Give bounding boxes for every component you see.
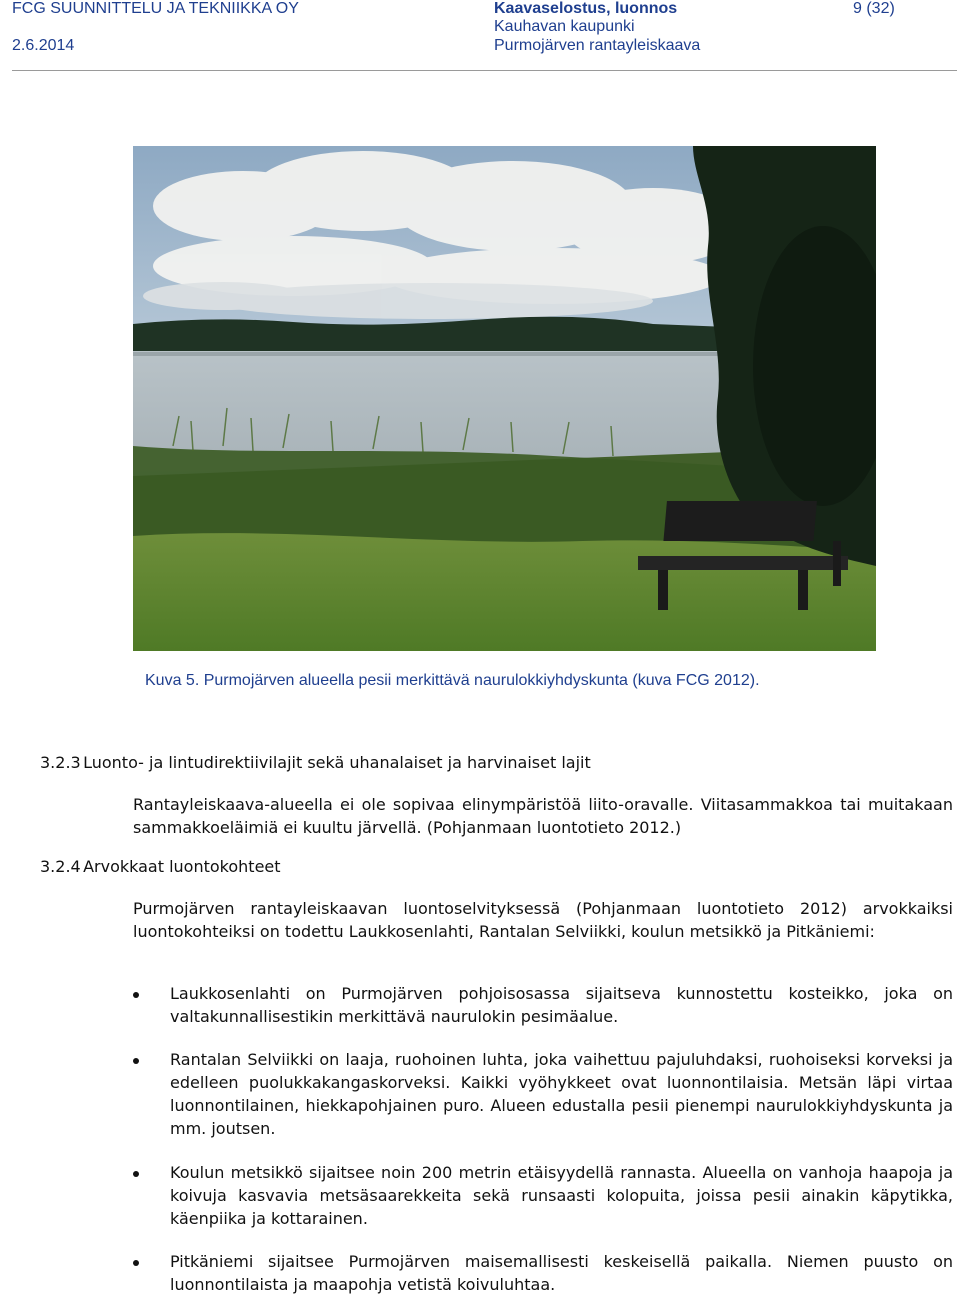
section-title: Arvokkaat luontokohteet	[83, 857, 281, 876]
list-item-text: Pitkäniemi sijaitsee Purmojärven maisemallisesti keskeisellä paikalla. Niemen puusto on luonnontilaista ja maapohja vetistä koivuluhtaa.	[170, 1252, 953, 1294]
page-header	[0, 0, 960, 72]
figure-caption: Kuva 5. Purmojärven alueella pesii merkittävä naurulokkiyhdyskunta (kuva FCG 2012).	[145, 672, 760, 689]
list-item	[133, 1161, 953, 1230]
bullet-icon	[133, 1260, 139, 1266]
list-item-text: Koulun metsikkö sijaitsee noin 200 metrin etäisyydellä rannasta. Alueella on vanhoja haapoja ja koivuja kasvavia metsäsaarekkeita sekä runsaasti kolopuita, joissa pesii ainakin käpytikka, käenpiika ja kottarainen.	[170, 1163, 953, 1228]
bullet-icon	[133, 1171, 139, 1177]
list-item	[133, 982, 953, 1028]
section-title: Luonto- ja lintudirektiivilajit sekä uhanalaiset ja harvinaiset lajit	[83, 753, 591, 772]
list-item-text: Rantalan Selviikki on laaja, ruohoinen luhta, joka vaihettuu pajuluhdaksi, ruohoiseksi korveksi ja edelleen puolukkakangaskorveksi. Kaikki vyöhykkeet ovat luonnontilaisia. Metsän läpi virtaa luonnontilainen, hiekkapohjainen puro. Alueen edustalla pesii pienempi naurulokkiyhdyskunta ja mm. joutsen.	[170, 1050, 953, 1138]
header-municipality: Kauhavan kaupunki	[494, 18, 635, 35]
section-3-2-4-intro: Purmojärven rantayleiskaavan luontoselvityksessä (Pohjanmaan luontotieto 2012) arvokkaiksi luontokohteiksi on todettu Laukkosenlahti, Rantalan Selviikki, koulun metsikkö ja Pitkäniemi:	[133, 899, 953, 941]
header-date: 2.6.2014	[12, 37, 75, 54]
header-page-number: 9 (32)	[853, 0, 895, 17]
list-item	[133, 1048, 953, 1140]
section-heading-3-2-3	[40, 753, 591, 772]
section-number: 3.2.4	[40, 857, 81, 876]
header-plan-name: Purmojärven rantayleiskaava	[494, 37, 701, 54]
list-item-text: Laukkosenlahti on Purmojärven pohjoisosassa sijaitseva kunnostettu kosteikko, joka on valtakunnallisestikin merkittävä naurulokin pesimäalue.	[170, 984, 953, 1026]
bullet-icon	[133, 1058, 139, 1064]
section-number: 3.2.3	[40, 753, 81, 772]
header-divider	[12, 70, 957, 71]
lake-photo	[133, 146, 876, 651]
nature-sites-list	[133, 982, 953, 1296]
list-item	[133, 1250, 953, 1296]
header-company: FCG SUUNNITTELU JA TEKNIIKKA OY	[12, 0, 299, 17]
header-document-type: Kaavaselostus, luonnos	[494, 0, 678, 17]
bullet-icon	[133, 992, 139, 998]
section-heading-3-2-4	[40, 857, 281, 876]
section-3-2-3-paragraph: Rantayleiskaava-alueella ei ole sopivaa elinympäristöä liito-oravalle. Viitasammakkoa tai muitakaan sammakkoeläimiä ei kuultu järvellä. (Pohjanmaan luontotieto 2012.)	[133, 795, 953, 837]
